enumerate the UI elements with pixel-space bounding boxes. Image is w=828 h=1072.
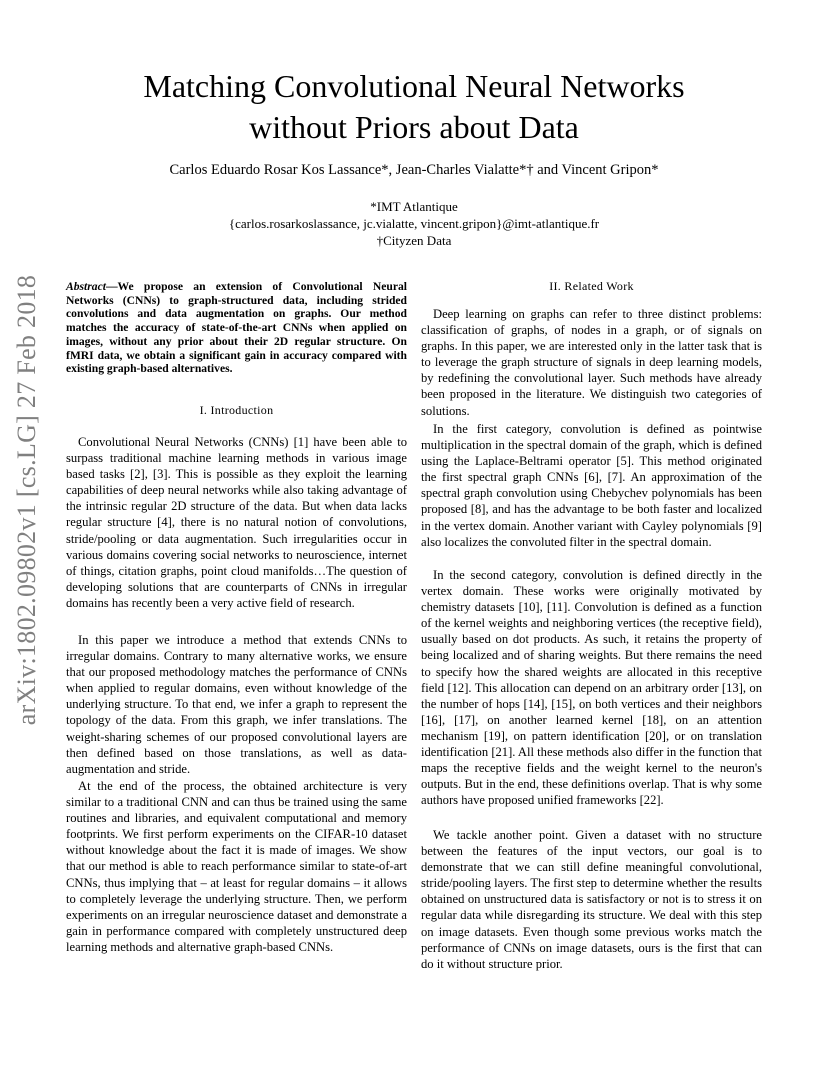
abstract	[66, 280, 407, 376]
arxiv-id: arXiv:1802.09802v1 [cs.LG] 27 Feb 2018	[12, 274, 41, 726]
section-heading-introduction: I. Introduction	[199, 403, 274, 417]
related-paragraph-2: In the first category, convolution is defined as pointwise multiplication in the spectral domain of the graph, which is defined using the Laplace-Beltrami operator [5]. This method originated the first spectral graph CNNs [6], [7]. An approximation of the spectral graph convolution using Chebychev polynomials has been proposed [8], and has the advantage to be both faster and localized in the vertex domain. Another variant with Cayley polynomials [9] also localizes the convoluted filter in the spectral domain.	[421, 422, 762, 549]
section-heading-related-work: II. Related Work	[549, 279, 634, 293]
title-line-2: without Priors about Data	[249, 109, 579, 145]
author-list: Carlos Eduardo Rosar Kos Lassance*, Jean-Charles Vialatte*† and Vincent Gripon*	[169, 162, 659, 178]
related-paragraph-4: We tackle another point. Given a dataset with no structure between the features of the input vectors, our goal is to demonstrate that we can still define meaningful convolutional, stride/pooling layers. The first step to determine whether the results obtained on unstructured data is satisfactory or not is to stress it on regular data while disregarding its structure. We deal with this step on image datasets. Even though some previous works match the performance of CNNs on image datasets, ours is the first that can do it without structure prior.	[421, 828, 762, 971]
related-paragraph-1: Deep learning on graphs can refer to three distinct problems: classification of graphs, of nodes in a graph, or of signals on graphs. In this paper, we are interested only in the latter task that is to leverage the graph structure of signals in deep learning models, by redefining the convolutional layer. Such methods have already been proposed in the literature. We distinguish two categories of solutions.	[421, 307, 762, 418]
intro-paragraph-2: In this paper we introduce a method that extends CNNs to irregular domains. Contrary to many alternative works, we ensure that our proposed methodology matches the performance of CNNs when applied to regular domains, even without knowledge of the underlying structure. To that end, we infer a graph to represent the topology of the data. From this graph, we infer translations. The weight-sharing schemes of our proposed convolutional layers are then defined based on those translations, as well as data-augmentation and stride.	[66, 633, 407, 776]
affiliation-imt: *IMT Atlantique	[370, 199, 458, 214]
affiliations	[0, 198, 828, 249]
affiliation-cityzen: †Cityzen Data	[376, 233, 452, 248]
abstract-label: Abstract	[66, 280, 106, 293]
title-line-1: Matching Convolutional Neural Networks	[143, 68, 685, 104]
related-paragraph-3: In the second category, convolution is defined directly in the vertex domain. These works were originally motivated by chemistry datasets [10], [11]. Convolution is defined as a function of the kernel weights and neighboring vertices (the receptive field), usually based on dot products. As such, it retains the property of being localized and of sharing weights. But there remains the need to specify how the shared weights are allocated in this receptive field [12]. This allocation can depend on an arbitrary order [13], on the number of hops [14], [15], on both vertices and their neighbors [16], [17], on another learned kernel [18], on an attention mechanism [19], on pattern identification [20], or on translation identification [21]. All these methods also differ in the function that maps the receptive fields and the weight kernel to the neuron's outputs. But in the end, these definitions overlap. That is why some authors have proposed unified frameworks [22].	[421, 568, 762, 808]
paper-title	[0, 66, 828, 148]
intro-paragraph-3: At the end of the process, the obtained architecture is very similar to a traditional CNN and can thus be trained using the same routines and libraries, and equivalent computational and memory footprints. We first perform experiments on the CIFAR-10 dataset without knowledge about the fact it is made of images. We show that our method is able to reach performance similar to state-of-art CNNs, thus implying that – at least for regular domains – it allows to completely leverage the underlying structure. Then, we perform experiments on an irregular neuroscience dataset and demonstrate a gain in performance compared with completely unstructured deep learning methods and alternative graph-based CNNs.	[66, 779, 407, 954]
intro-paragraph-1: Convolutional Neural Networks (CNNs) [1] have been able to surpass traditional machine learning methods in various image based tasks [2], [3]. This is possible as they exploit the learning capabilities of deep neural networks while also taking advantage of the intrinsic regular 2D structure of the data. But when data lacks regular structure [4], there is no natural notion of convolutions, stride/pooling or data augmentation. Such irregularities occur in various domains covering social networks to neuroscience, internet of things, citation graphs, point cloud manifolds…The question of developing solutions that are counterparts of CNNs in irregular domains has recently been a very active field of research.	[66, 435, 407, 610]
abstract-text: —We propose an extension of Convolutional Neural Networks (CNNs) to graph-structured data, including strided convolutions and data augmentation on graphs. Our method matches the accuracy of state-of-the-art CNNs when applied on images, without any prior about their 2D regular structure. On fMRI data, we obtain a significant gain in accuracy compared with existing graph-based alternatives.	[66, 280, 407, 376]
arxiv-stamp	[8, 260, 46, 740]
affiliation-emails: {carlos.rosarkoslassance, jc.vialatte, vincent.gripon}@imt-atlantique.fr	[228, 216, 600, 231]
